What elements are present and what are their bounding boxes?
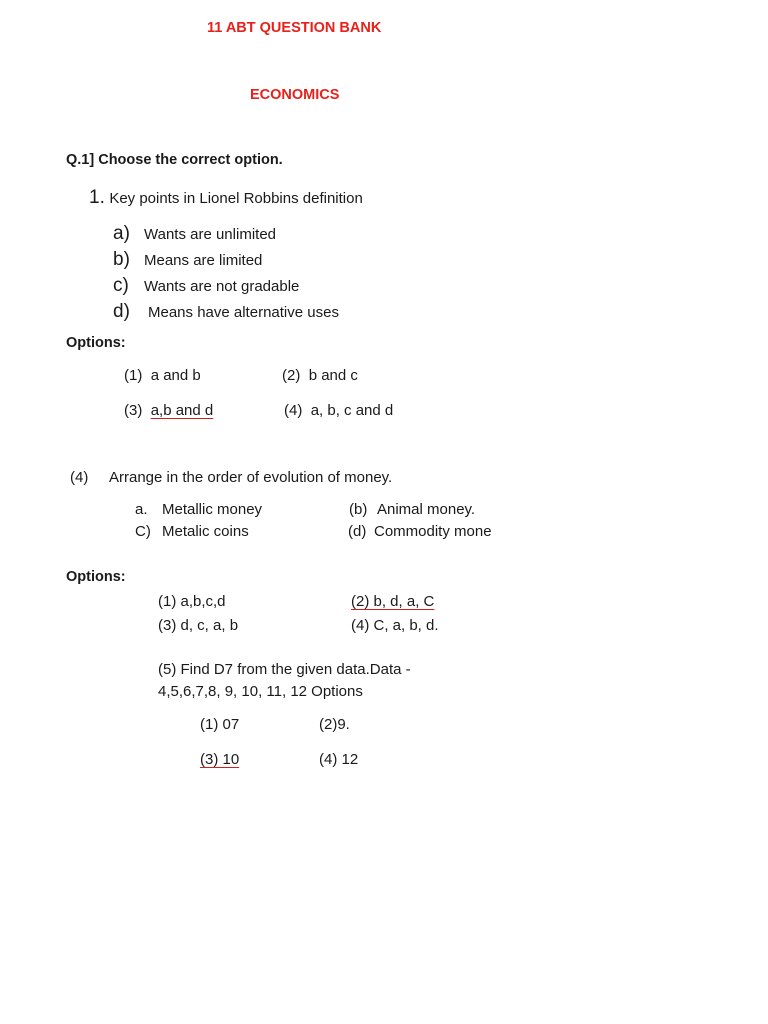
option: (2) b and c [282,367,358,384]
item-text: Wants are unlimited [144,226,276,243]
item-text: Means are limited [144,252,263,269]
option-selected: (2) b, d, a, C [351,593,435,610]
option: (4) 12 [319,751,359,768]
list-item: (d) Commodity mone [348,523,492,540]
item-label: c) [113,275,129,296]
option: (4) a, b, c and d [284,402,394,419]
question-number: 1. [89,187,105,208]
question-1 [89,187,363,209]
option: (1) a and b [124,367,201,384]
question-number: (4) [70,469,89,486]
list-item: C) Metalic coins [135,523,249,540]
item-text: Wants are not gradable [144,278,300,295]
option-selected: (3) a,b and d [124,402,214,419]
list-item: (b) Animal money. [349,501,476,518]
question-text: Arrange in the order of evolution of money. [109,469,393,486]
option: (3) d, c, a, b [158,617,239,634]
item-label: b) [113,249,130,270]
question-5-line-1: (5) Find D7 from the given data.Data - [158,661,411,678]
options-label: Options: [66,335,126,351]
option: (2)9. [319,716,350,733]
item-label: d) [113,301,130,322]
list-item: a. Metallic money [135,501,263,518]
options-label: Options: [66,569,126,585]
option: (1) a,b,c,d [158,593,226,610]
item-label: a) [113,223,130,244]
question-4 [70,469,392,486]
list-item [113,223,276,245]
option: (1) 07 [200,716,240,733]
list-item [113,301,339,323]
document-title: 11 ABT QUESTION BANK [207,20,382,36]
section-heading: Q.1] Choose the correct option. [66,152,283,168]
list-item [113,249,262,271]
item-text: Means have alternative uses [148,304,339,321]
question-5-line-2: 4,5,6,7,8, 9, 10, 11, 12 Options [158,683,363,700]
subject-heading: ECONOMICS [250,87,340,103]
option-selected: (3) 10 [200,751,240,768]
selected-answer: a,b and d [150,402,214,419]
option: (4) C, a, b, d. [351,617,439,634]
question-text: Key points in Lionel Robbins definition [109,190,363,207]
list-item [113,275,299,297]
